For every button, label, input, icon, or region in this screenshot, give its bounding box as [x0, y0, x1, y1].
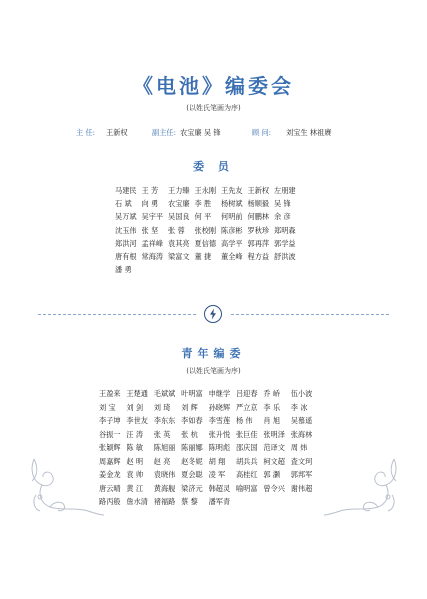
member-name: 赵冬妮: [181, 456, 203, 466]
member-name: 张升悦: [208, 429, 231, 439]
member-name: 伍小波: [290, 389, 313, 398]
member-name: 王盈来: [99, 389, 121, 398]
member-name: 张明泽: [263, 429, 285, 439]
member-name: 张 蓉: [168, 225, 185, 235]
member-name: 王先友: [221, 186, 243, 195]
corner-ornament-right: [322, 455, 400, 517]
corner-ornament-left: [28, 455, 106, 517]
member-name: 刘 宝: [99, 402, 116, 412]
member-name: 喻明富: [235, 483, 258, 493]
member-name: 梁富文: [168, 251, 190, 261]
member-name: 吴万斌: [115, 212, 137, 222]
member-name: 杨树斌: [221, 199, 243, 209]
advisor-value: 刘宝生 林祖赓: [286, 128, 332, 137]
member-name: 余 彦: [274, 212, 291, 222]
member-name: 郑明森: [274, 225, 296, 235]
member-name: 张 坚: [141, 225, 159, 235]
member-name: 夏信德: [194, 238, 217, 248]
member-name: 吕迎春: [235, 389, 258, 398]
member-name: 凌 军: [208, 470, 226, 479]
member-name: 严立京: [235, 402, 258, 412]
member-name: 肖 旭: [263, 416, 281, 425]
member-name: 舒洪波: [274, 251, 296, 261]
member-name: 周 炜: [290, 443, 308, 452]
member-name: 向 勇: [141, 199, 159, 209]
member-name: 胡 翔: [208, 456, 226, 466]
member-name: 褚福路: [153, 497, 176, 506]
member-name: 赵 亮: [153, 456, 171, 466]
member-name: 石 斌: [115, 199, 132, 209]
member-name: 陈彦彬: [221, 225, 243, 235]
member-name: 高桂红: [235, 470, 258, 479]
member-name: 李雪莲: [208, 416, 231, 425]
member-name: 韩超灵: [208, 483, 231, 493]
member-name: 范译文: [263, 443, 285, 452]
member-name: 张 英: [153, 429, 171, 439]
member-name: 何明前: [221, 212, 243, 222]
member-name: 杨 伟: [235, 416, 253, 425]
member-name: 吴 锋: [274, 199, 291, 209]
member-name: 常海涛: [141, 251, 164, 261]
member-name: 农宝廉: [168, 199, 190, 209]
member-name: 谢伟超: [290, 483, 313, 493]
member-name: 路丙般: [99, 497, 121, 506]
member-name: 程方益: [247, 251, 270, 261]
member-name: 孙晓辉: [208, 402, 231, 412]
deputy-value: 农宝廉 吴 锋: [180, 128, 221, 137]
member-name: 叶明富: [181, 389, 203, 398]
member-name: 郭邦军: [290, 470, 313, 479]
member-name: 何 平: [194, 212, 212, 222]
member-name: 吴国良: [168, 212, 190, 222]
member-name: 马建民: [115, 186, 137, 195]
member-name: 孟祥峰: [141, 238, 164, 248]
member-name: 李子坤: [99, 416, 121, 425]
member-name: 陈旭丽: [153, 443, 176, 452]
chief-label: 主 任:: [76, 128, 96, 137]
member-name: 袁晓伟: [153, 470, 176, 479]
member-name: 胡兵兵: [235, 456, 258, 466]
member-name: 潘 勇: [115, 265, 132, 275]
member-name: 袁 帅: [126, 470, 144, 479]
member-name: 李如春: [181, 416, 203, 425]
member-name: 张校刚: [194, 225, 217, 235]
member-name: 王 芳: [141, 186, 159, 195]
page-subtitle: (以姓氏笔画为序): [186, 104, 241, 112]
young-committee-subtitle: (以姓氏笔画为序): [186, 367, 241, 375]
member-name: 黄海舰: [153, 483, 176, 493]
member-name: 罗秋珍: [247, 225, 270, 235]
member-name: 沈玉伟: [115, 225, 137, 235]
member-name: 査文珂: [290, 456, 313, 466]
member-name: 梁济元: [181, 483, 203, 493]
member-name: 柯文超: [263, 456, 285, 466]
member-name: 陈丽娜: [181, 443, 203, 452]
member-name: 陈 敏: [126, 443, 144, 452]
member-name: 张 杭: [181, 429, 198, 439]
member-name: 李 胜: [194, 199, 212, 209]
committee-title: 委 员: [193, 160, 234, 173]
member-name: 赵 明: [126, 456, 144, 466]
member-name: 王永刚: [194, 186, 217, 195]
deputy-label: 副主任:: [152, 128, 176, 137]
advisor-label: 顾 问:: [252, 128, 272, 137]
young-committee-members: [99, 389, 318, 511]
member-name: 陈明彪: [208, 443, 231, 452]
member-name: 刘 辉: [181, 402, 198, 412]
member-name: 唐有根: [115, 251, 137, 261]
member-name: 周嘉辉: [99, 456, 121, 466]
member-name: 王楚通: [126, 389, 148, 398]
chief-value: 王新权: [106, 128, 128, 137]
member-name: 杨顺毅: [247, 199, 270, 209]
member-name: 毛斌斌: [153, 389, 176, 398]
member-name: 夏会聪: [181, 470, 203, 479]
member-name: 左朋建: [274, 186, 296, 195]
member-name: 王新权: [247, 186, 270, 195]
young-committee-title: 青年编委: [181, 347, 246, 360]
member-name: 董全峰: [221, 251, 243, 261]
page-title: 《电池》编委会: [133, 74, 294, 98]
member-name: 张海林: [290, 429, 313, 439]
member-name: 张颖辉: [99, 443, 121, 452]
member-name: 曾令兴: [263, 483, 285, 493]
member-name: 刘 琦: [153, 402, 171, 412]
member-name: 李 乐: [263, 402, 281, 412]
member-name: 袁其亮: [168, 238, 190, 248]
member-name: 蔡 黎: [181, 497, 198, 506]
member-name: 郭学益: [274, 238, 296, 248]
member-name: 申继学: [208, 389, 231, 398]
member-name: 郭再萍: [247, 238, 270, 248]
member-name: 郑洪河: [115, 238, 137, 248]
member-name: 姜金龙: [99, 470, 121, 479]
member-name: 王力臻: [168, 186, 190, 195]
member-name: 汪 涛: [126, 429, 144, 439]
member-name: 乔 峤: [263, 389, 281, 398]
member-name: 刘 剑: [126, 402, 144, 412]
member-name: 董 捷: [194, 251, 212, 261]
member-name: 郭 灏: [263, 470, 281, 479]
leadership-row: [76, 128, 376, 140]
member-name: 潘军青: [208, 497, 231, 506]
member-name: 李世友: [126, 416, 148, 425]
member-name: 邵庆国: [235, 443, 258, 452]
section-divider: [38, 305, 389, 325]
member-name: 何鹏林: [247, 212, 270, 222]
divider-line-right: [231, 314, 389, 315]
member-name: 唐云晴: [99, 483, 121, 493]
member-name: 李东东: [153, 416, 176, 425]
committee-members: [115, 186, 301, 278]
member-name: 黄 江: [126, 483, 144, 493]
member-name: 高学平: [221, 238, 243, 248]
member-name: 吴慕遥: [290, 416, 313, 425]
member-name: 谷振一: [99, 429, 121, 439]
member-name: 李 冰: [290, 402, 308, 412]
member-name: 吴宇平: [141, 212, 164, 222]
lightning-bolt-icon: [204, 305, 222, 323]
divider-line-left: [38, 314, 196, 315]
member-name: 詹水清: [126, 497, 148, 506]
member-name: 张巨佳: [235, 429, 258, 439]
